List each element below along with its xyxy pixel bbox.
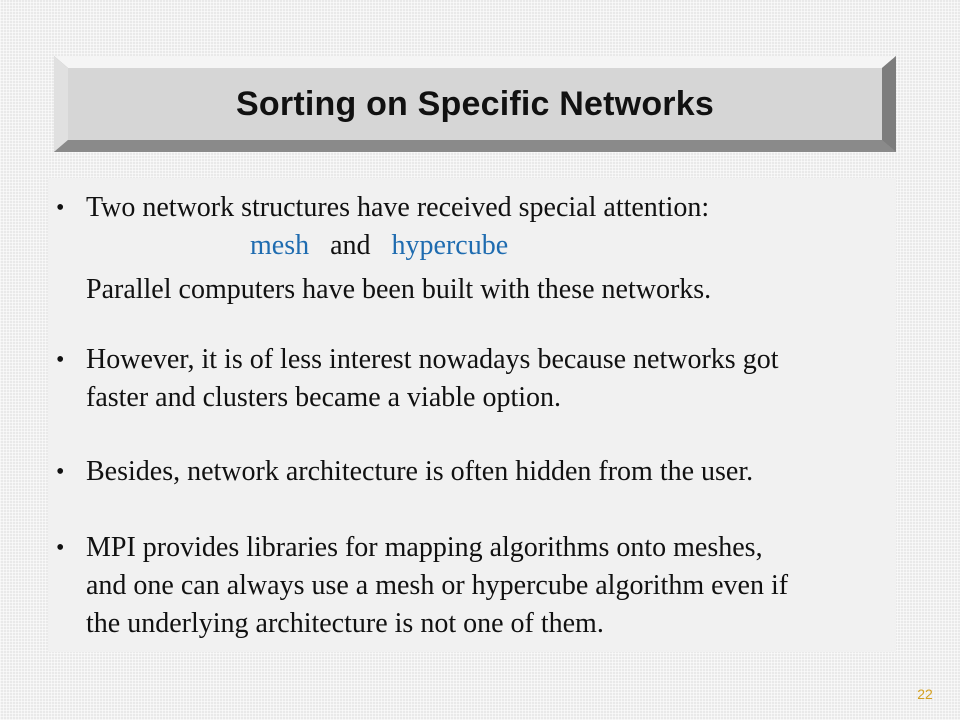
- bullet-marker: •: [56, 347, 65, 373]
- title-bar: [54, 56, 896, 152]
- bullet-4-line-2: and one can always use a mesh or hypercube algorithm even if: [86, 570, 789, 601]
- bullet-4-line-1: MPI provides libraries for mapping algorithms onto meshes,: [86, 532, 763, 563]
- slide-title: Sorting on Specific Networks: [236, 84, 714, 123]
- bullet-1-line-1: Two network structures have received special attention:: [86, 192, 710, 223]
- bullet-2-line-2: faster and clusters became a viable option.: [86, 382, 562, 413]
- highlight-mesh: mesh: [250, 230, 310, 261]
- highlight-hypercube: hypercube: [391, 230, 509, 261]
- bullet-3-line-1: Besides, network architecture is often hidden from the user.: [86, 456, 754, 487]
- bullet-marker: •: [56, 459, 65, 485]
- highlight-join: and: [330, 230, 371, 261]
- bullet-marker: •: [56, 195, 65, 221]
- page-number: 22: [917, 686, 933, 702]
- bullet-marker: •: [56, 535, 65, 561]
- content-panel: [48, 178, 896, 652]
- bullet-2-line-1: However, it is of less interest nowadays because networks got: [86, 344, 779, 375]
- title-face: [68, 68, 882, 140]
- bullet-1-line-3: Parallel computers have been built with these networks.: [86, 274, 712, 305]
- bullet-4-line-3: the underlying architecture is not one of them.: [86, 608, 604, 639]
- bullet-1-highlight-line: [250, 228, 508, 264]
